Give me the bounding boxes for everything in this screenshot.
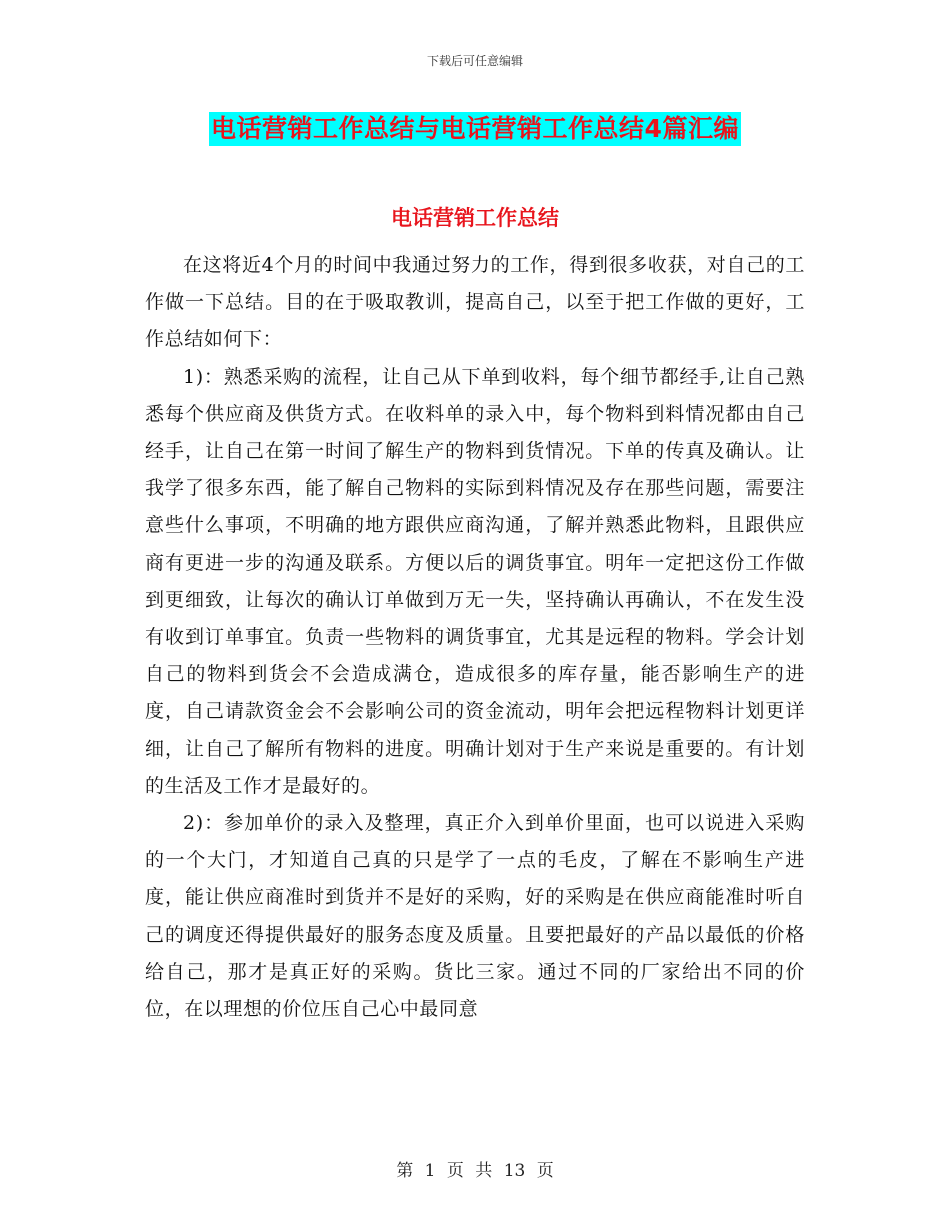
document-body [145, 247, 805, 1028]
main-title: 电话营销工作总结与电话营销工作总结4篇汇编 [209, 112, 741, 146]
paragraph-point-2: 2)：参加单价的录入及整理，真正介入到单价里面，也可以说进入采购的一个大门，才知道自己真的只是学了一点的毛皮，了解在不影响生产进度，能让供应商准时到货并不是好的采购，好的采购是在供应商能准时听自己的调度还得提供最好的服务态度及质量。且要把最好的产品以最低的价格给自己，那才是真正好的采购。货比三家。通过不同的厂家给出不同的价位，在以理想的价位压自己心中最同意 [145, 812, 805, 1021]
page-header-note: 下载后可任意编辑 [426, 54, 523, 68]
main-title-container [0, 112, 950, 146]
paragraph-intro: 在这将近4个月的时间中我通过努力的工作，得到很多收获，对自己的工作做一下总结。目的在于吸取教训，提高自己，以至于把工作做的更好，工作总结如何下： [145, 254, 805, 351]
section-title: 电话营销工作总结 [391, 206, 559, 230]
page-footer-pagination: 第 1 页 共 13 页 [396, 1161, 554, 1181]
paragraph-point-1: 1)：熟悉采购的流程，让自己从下单到收料，每个细节都经手,让自己熟悉每个供应商及供货方式。在收料单的录入中，每个物料到料情况都由自己经手，让自己在第一时间了解生产的物料到货情况。下单的传真及确认。让我学了很多东西，能了解自己物料的实际到料情况及存在那些问题，需要注意些什么事项，不明确的地方跟供应商沟通，了解并熟悉此物料，且跟供应商有更进一步的沟通及联系。方便以后的调货事宜。明年一定把这份工作做到更细致，让每次的确认订单做到万无一失，坚持确认再确认，不在发生没有收到订单事宜。负责一些物料的调货事宜，尤其是远程的物料。学会计划自己的物料到货会不会造成满仓，造成很多的库存量，能否影响生产的进度，自己请款资金会不会影响公司的资金流动，明年会把远程物料计划更详细，让自己了解所有物料的进度。明确计划对于生产来说是重要的。有计划的生活及工作才是最好的。 [145, 365, 805, 797]
